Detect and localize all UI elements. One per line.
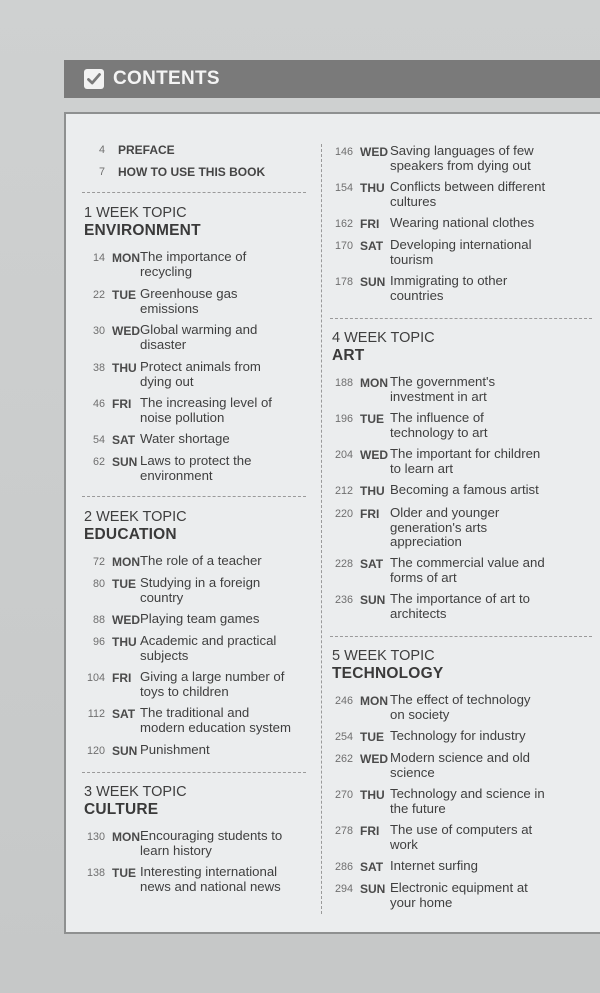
entry-title: Playing team games [140,611,260,626]
toc-entry[interactable] [330,274,600,303]
entry-page-number: 14 [92,252,105,264]
toc-entry[interactable] [330,751,600,780]
entry-page-number: 270 [334,789,353,801]
entry-title: The importance of recycling [140,249,247,279]
toc-entry[interactable] [330,787,600,816]
entry-page-number: 146 [334,146,353,158]
entry-title: Greenhouse gas emissions [140,286,238,316]
toc-entry[interactable] [82,287,310,316]
entry-day: TUE [360,730,384,744]
entry-day: TUE [360,412,384,426]
entry-day: SAT [360,557,384,571]
entry-day: FRI [112,671,132,685]
toc-entry[interactable] [82,454,310,483]
entry-page-number: 162 [334,218,353,230]
topic-label: ART [332,347,365,364]
entry-page-number: 154 [334,182,353,194]
entry-day: FRI [360,507,380,521]
page-title: CONTENTS [113,68,220,89]
entry-page-number: 54 [92,434,105,446]
entry-day: SAT [360,239,384,253]
entry-title: Developing international tourism [390,237,532,267]
entry-title: The influence of technology to art [390,410,488,440]
entry-title: Becoming a famous artist [390,482,539,497]
entry-page-number: 30 [92,325,105,337]
entry-day: MON [360,694,388,708]
entry-day: SUN [112,744,138,758]
entry-title: The importance of art to architects [390,591,531,621]
toc-entry[interactable] [82,634,310,663]
contents-panel [64,112,600,934]
toc-entry[interactable] [330,506,600,550]
entry-day: MON [112,830,140,844]
toc-entry[interactable] [82,360,310,389]
toc-entry[interactable] [330,556,600,585]
topic-label: CULTURE [84,801,159,818]
entry-page-number: 62 [92,456,105,468]
entry-page-number: 246 [334,695,353,707]
week-label: 1 WEEK TOPIC [84,205,187,221]
front-matter-entry[interactable] [82,165,265,179]
entry-day: MON [360,376,388,390]
entry-day: THU [360,181,385,195]
toc-entry[interactable] [330,483,600,499]
toc-entry[interactable] [330,411,600,440]
entry-page-number: 96 [92,636,105,648]
entry-page-number: 220 [334,508,353,520]
toc-entry[interactable] [82,576,310,605]
entry-page-number: 294 [334,883,353,895]
toc-entry[interactable] [330,375,600,404]
entry-day: THU [360,788,385,802]
entry-title: Technology and science in the future [390,786,545,816]
entry-day: SUN [360,882,386,896]
toc-entry[interactable] [82,706,310,735]
toc-entry[interactable] [330,144,600,173]
entry-title: Internet surfing [390,858,478,873]
section-divider [330,318,592,319]
entry-title: Punishment [140,742,210,757]
entry-page-number: 104 [86,672,105,684]
toc-entry[interactable] [330,238,600,267]
toc-entry[interactable] [82,743,310,759]
entry-title: Interesting international news and national news [140,864,281,894]
entry-page-number: 7 [98,166,105,178]
entry-day: WED [360,145,388,159]
entry-day: MON [112,251,140,265]
entry-page-number: 4 [98,144,105,156]
week-label: 4 WEEK TOPIC [332,330,435,346]
entry-page-number: 138 [86,867,105,879]
toc-entry[interactable] [330,823,600,852]
entry-title: Giving a large number of toys to children [140,669,285,699]
entry-day: THU [360,484,385,498]
entry-page-number: 112 [87,708,105,720]
toc-entry[interactable] [330,729,600,745]
entry-day: WED [360,448,388,462]
entry-page-number: 88 [92,614,105,626]
entry-title: Wearing national clothes [390,215,535,230]
entry-page-number: 130 [86,831,105,843]
entry-day: MON [112,555,140,569]
entry-page-number: 204 [334,449,353,461]
entry-day: TUE [112,866,136,880]
entry-title: The traditional and modern education system [140,705,291,735]
toc-entry[interactable] [82,829,310,858]
front-matter-entry[interactable] [82,143,175,157]
entry-day: SUN [360,275,386,289]
toc-entry[interactable] [82,865,310,894]
entry-day: TUE [112,577,136,591]
entry-title: The role of a teacher [140,553,262,568]
entry-title: Immigrating to other countries [390,273,508,303]
entry-page-number: 254 [334,731,353,743]
entry-day: WED [112,324,140,338]
entry-title: PREFACE [118,143,175,157]
week-label: 5 WEEK TOPIC [332,648,435,664]
entry-page-number: 196 [334,413,353,425]
week-label: 3 WEEK TOPIC [84,784,187,800]
contents-header [64,60,600,98]
entry-page-number: 286 [334,861,353,873]
toc-entry[interactable] [330,859,600,875]
entry-page-number: 38 [92,362,105,374]
entry-page-number: 278 [334,825,353,837]
entry-title: The use of computers at work [390,822,533,852]
entry-title: Conflicts between different cultures [390,179,546,209]
toc-entry[interactable] [82,323,310,352]
toc-entry[interactable] [330,180,600,209]
entry-title: Water shortage [140,431,230,446]
section-divider [82,496,306,497]
section-divider [82,772,306,773]
entry-title: Modern science and old science [390,750,531,780]
entry-page-number: 46 [92,398,105,410]
topic-label: EDUCATION [84,526,177,543]
toc-entry[interactable] [330,592,600,621]
entry-day: SUN [112,455,138,469]
entry-title: Protect animals from dying out [140,359,261,389]
week-label: 2 WEEK TOPIC [84,509,187,525]
entry-day: THU [112,635,137,649]
entry-title: Encouraging students to learn history [140,828,283,858]
entry-page-number: 170 [334,240,353,252]
entry-page-number: 22 [92,289,105,301]
entry-title: Older and younger generation's arts appreciation [390,505,500,549]
entry-page-number: 120 [86,745,105,757]
toc-entry[interactable] [82,396,310,425]
entry-title: HOW TO USE THIS BOOK [118,165,266,179]
entry-page-number: 72 [92,556,105,568]
entry-title: The commercial value and forms of art [390,555,545,585]
entry-day: SAT [112,433,136,447]
toc-entry[interactable] [82,670,310,699]
topic-label: TECHNOLOGY [332,665,444,682]
checkbox-icon [84,69,104,89]
entry-day: WED [112,613,140,627]
entry-day: SAT [112,707,136,721]
section-divider [330,636,592,637]
toc-entry[interactable] [330,693,600,722]
topic-label: ENVIRONMENT [84,222,201,239]
entry-page-number: 262 [334,753,353,765]
entry-title: The increasing level of noise pollution [140,395,272,425]
toc-entry[interactable] [82,250,310,279]
entry-day: THU [112,361,137,375]
entry-page-number: 188 [334,377,353,389]
entry-title: Studying in a foreign country [140,575,261,605]
toc-entry[interactable] [82,612,310,628]
entry-page-number: 236 [334,594,353,606]
toc-entry[interactable] [82,432,310,448]
toc-entry[interactable] [330,881,600,910]
entry-title: Academic and practical subjects [140,633,277,663]
entry-title: The effect of technology on society [390,692,531,722]
toc-entry[interactable] [330,216,600,232]
entry-day: SUN [360,593,386,607]
entry-title: Global warming and disaster [140,322,258,352]
entry-day: SAT [360,860,384,874]
toc-entry[interactable] [330,447,600,476]
entry-page-number: 80 [92,578,105,590]
entry-title: Technology for industry [390,728,526,743]
entry-title: The government's investment in art [390,374,496,404]
column-divider [321,144,322,914]
entry-title: The important for children to learn art [390,446,541,476]
entry-page-number: 212 [334,485,353,497]
entry-title: Saving languages of few speakers from dying out [390,143,534,173]
entry-page-number: 228 [334,558,353,570]
entry-day: FRI [112,397,132,411]
entry-page-number: 178 [334,276,353,288]
entry-day: WED [360,752,388,766]
entry-title: Laws to protect the environment [140,453,252,483]
entry-day: FRI [360,824,380,838]
entry-day: FRI [360,217,380,231]
entry-day: TUE [112,288,136,302]
section-divider [82,192,306,193]
toc-entry[interactable] [82,554,310,570]
entry-title: Electronic equipment at your home [390,880,528,910]
